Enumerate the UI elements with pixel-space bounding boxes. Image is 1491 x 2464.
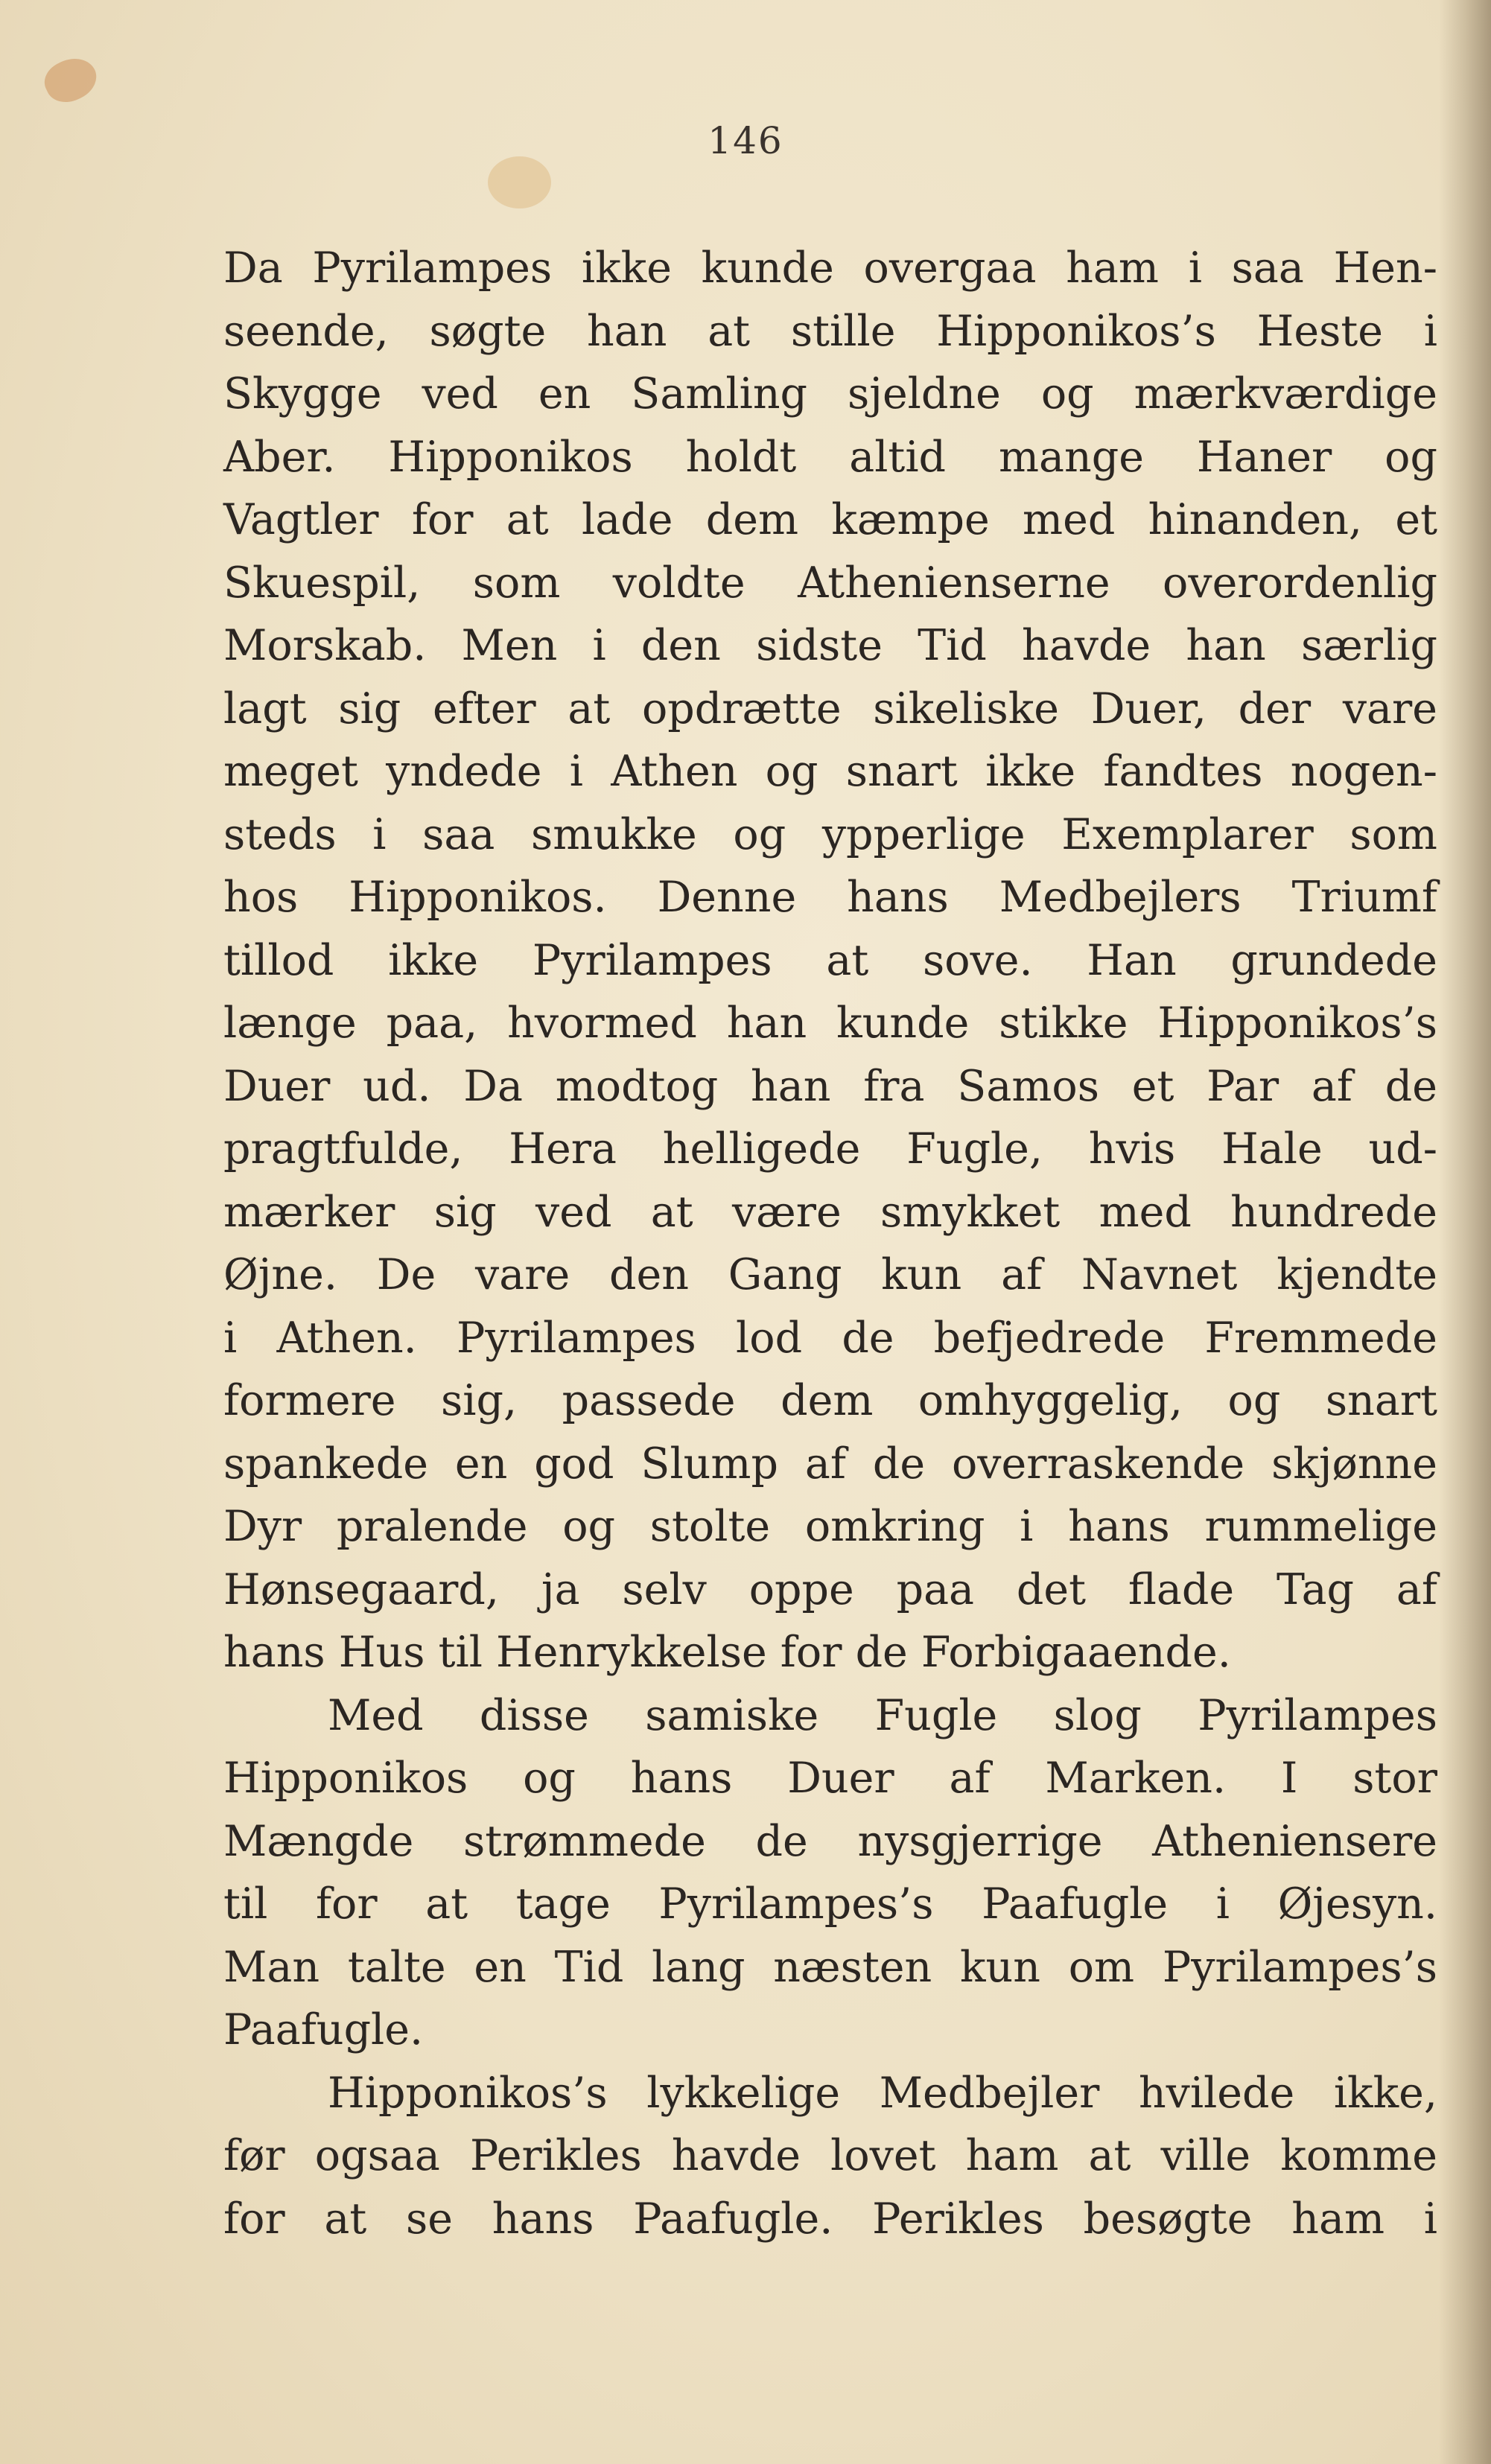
text-line: Vagtler for at lade dem kæmpe med hinanden, et [223,495,1437,544]
page-edge-shadow [1439,0,1491,2464]
body-text [223,237,1437,2250]
paragraph [223,1684,1437,2062]
text-line: Mængde strømmede de nysgjerrige Atheniensere [223,1816,1437,1866]
text-line: Hønsegaard, ja selv oppe paa det flade Tag af [223,1564,1437,1614]
text-line: steds i saa smukke og ypperlige Exemplarer som [223,809,1437,859]
text-line: Da Pyrilampes ikke kunde overgaa ham i saa Hen- [223,243,1437,293]
text-line: hos Hipponikos. Denne hans Medbejlers Triumf [223,873,1437,922]
text-line: meget yndede i Athen og snart ikke fandtes nogen- [223,747,1437,796]
text-line: lagt sig efter at opdrætte sikeliske Duer, der vare [223,684,1437,733]
text-line: Med disse samiske Fugle slog Pyrilampes [328,1690,1437,1740]
text-line: formere sig, passede dem omhyggelig, og snart [223,1376,1437,1425]
text-line: Skygge ved en Samling sjeldne og mærkværdige [223,369,1437,418]
page-stain [488,156,551,208]
text-line: Duer ud. Da modtog han fra Samos et Par af de [223,1061,1437,1111]
text-line: længe paa, hvormed han kunde stikke Hipponikos’s [223,999,1437,1048]
text-line: Aber. Hipponikos holdt altid mange Haner og [223,432,1437,482]
text-line: Morskab. Men i den sidste Tid havde han særlig [223,621,1437,670]
text-line: for at se hans Paafugle. Perikles besøgte ham i [223,2194,1437,2244]
text-line: pragtfulde, Hera helligede Fugle, hvis Hale ud- [223,1124,1437,1174]
text-line: tillod ikke Pyrilampes at sove. Han grundede [223,935,1437,985]
text-line: Hipponikos og hans Duer af Marken. I stor [223,1754,1437,1803]
text-line: før ogsaa Perikles havde lovet ham at ville komme [223,2131,1437,2180]
page-stain [39,51,104,109]
text-line: Paafugle. [223,2005,424,2054]
page-number: 146 [708,119,783,162]
text-line: Hipponikos’s lykkelige Medbejler hvilede ikke, [328,2068,1437,2118]
text-line: mærker sig ved at være smykket med hundrede [223,1187,1437,1237]
paragraph [223,237,1437,1684]
text-line: Man talte en Tid lang næsten kun om Pyrilampes’s [223,1942,1437,1992]
text-line: spankede en god Slump af de overraskende skjønne [223,1439,1437,1489]
text-line: i Athen. Pyrilampes lod de befjedrede Fremmede [223,1313,1437,1363]
paragraph [223,2062,1437,2251]
text-line: hans Hus til Henrykkelse for de Forbigaaende. [223,1628,1231,1677]
text-line: Skuespil, som voldte Athenienserne overordenlig [223,558,1437,608]
text-line: Dyr pralende og stolte omkring i hans rummelige [223,1502,1437,1551]
text-line: Øjne. De vare den Gang kun af Navnet kjendte [223,1250,1437,1299]
text-line: til for at tage Pyrilampes’s Paafugle i Øjesyn. [223,1879,1437,1929]
text-line: seende, søgte han at stille Hipponikos’s Heste i [223,306,1437,356]
